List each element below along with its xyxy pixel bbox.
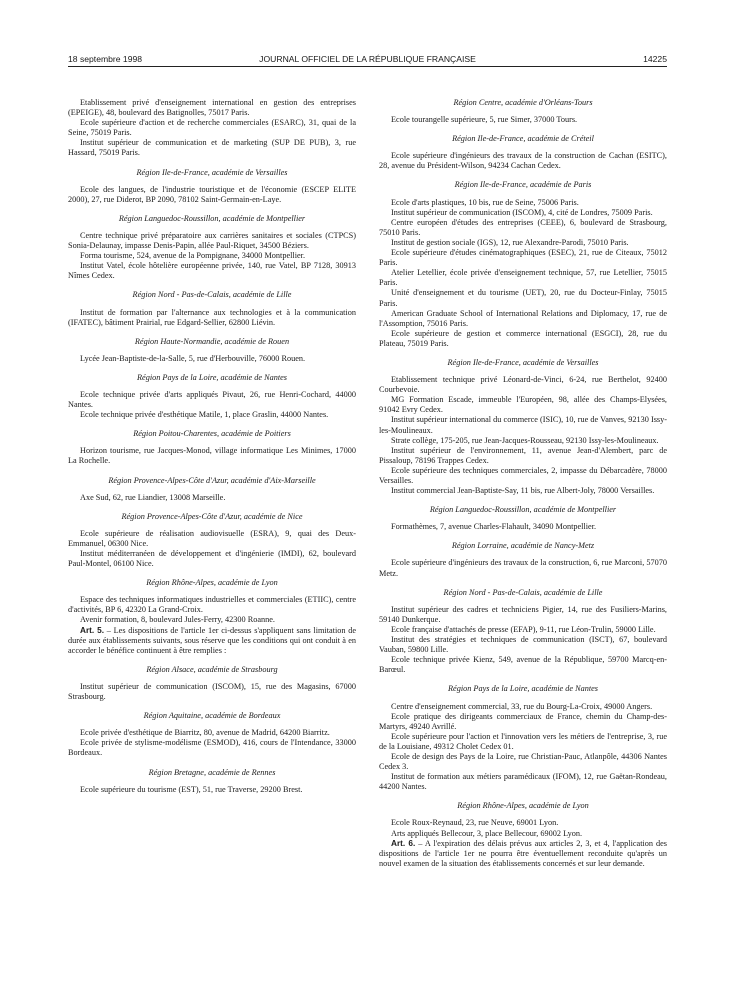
entry-paragraph: Strate collège, 175-205, rue Jean-Jacques-Rousseau, 92130 Issy-les-Moulineaux. bbox=[391, 435, 659, 445]
entry-paragraph: Ecole supérieure d'études cinématographiques (ESEC), 21, rue de Citeaux, 75012 Paris. bbox=[379, 248, 667, 268]
section-heading: Région Ile-de-France, académie de Paris bbox=[454, 180, 592, 190]
entry-paragraph: Ecole supérieure du tourisme (EST), 51, rue Traverse, 29200 Brest. bbox=[80, 784, 303, 794]
section-heading: Région Alsace, académie de Strasbourg bbox=[146, 664, 278, 674]
entry-paragraph: Espace des techniques informatiques industrielles et commerciales (ETIIC), centre d'activités, BP 6, 42320 La Grand-Croix. bbox=[68, 595, 356, 615]
section-heading: Région Rhône-Alpes, académie de Lyon bbox=[146, 578, 278, 588]
entry-paragraph: Ecole des langues, de l'industrie touristique et de l'économie (ESCEP ELITE 2000), 27, rue Diderot, BP 2090, 78102 Saint-Germain-en-Laye. bbox=[68, 184, 356, 204]
entry-paragraph: Institut supérieur de l'environnement, 11, avenue Jean-d'Alembert, parc de Pissaloup, 78196 Trappes Cedex. bbox=[379, 445, 667, 465]
entry-paragraph: MG Formation Escade, immeuble l'Européen, 98, allée des Champs-Elysées, 91042 Evry Cedex. bbox=[379, 395, 667, 415]
article-paragraph bbox=[379, 839, 667, 869]
entry-paragraph: Institut de formation par l'alternance aux technologies et à la communication (IFATEC), bâtiment Prairial, rue Edgard-Sellier, 62800 Liévin. bbox=[68, 307, 356, 327]
section-heading: Région Poitou-Charentes, académie de Poitiers bbox=[133, 429, 291, 439]
section-heading: Région Haute-Normandie, académie de Rouen bbox=[134, 336, 290, 346]
section-heading: Région Rhône-Alpes, académie de Lyon bbox=[457, 801, 589, 811]
entry-paragraph: Ecole Roux-Reynaud, 23, rue Neuve, 69001 Lyon. bbox=[391, 818, 559, 828]
entry-paragraph: American Graduate School of International Relations and Diplomacy, 17, rue de l'Assomption, 75016 Paris. bbox=[379, 308, 667, 328]
header-page-number: 14225 bbox=[643, 54, 667, 64]
entry-paragraph: Ecole privée d'esthétique de Biarritz, 80, avenue de Madrid, 64200 Biarritz. bbox=[80, 728, 330, 738]
entry-paragraph: Institut supérieur international du commerce (ISIC), 10, rue de Vanves, 92130 Issy-les-Moulineaux. bbox=[379, 415, 667, 435]
entry-paragraph: Atelier Letellier, école privée d'enseignement technique, 57, rue Letellier, 75015 Paris. bbox=[379, 268, 667, 288]
entry-paragraph: Ecole technique privée d'esthétique Matile, 1, place Graslin, 44000 Nantes. bbox=[80, 410, 329, 420]
header-journal-title: JOURNAL OFFICIEL DE LA RÉPUBLIQUE FRANÇAISE bbox=[259, 54, 476, 64]
entry-paragraph: Formathèmes, 7, avenue Charles-Flahault, 34090 Montpellier. bbox=[391, 522, 597, 532]
entry-paragraph: Axe Sud, 62, rue Liandier, 13008 Marseille. bbox=[80, 492, 226, 502]
article-text: – A l'expiration des délais prévus aux articles 2, 3, et 4, l'application des dispositions de l'article 1er ne pourra être éventuellement reconduite qu'après un nouvel examen de la situation des établissements concernés et sur leur demande. bbox=[379, 838, 667, 868]
entry-paragraph: Ecole d'arts plastiques, 10 bis, rue de Seine, 75006 Paris. bbox=[391, 197, 579, 207]
section-heading: Région Ile-de-France, académie de Versailles bbox=[447, 357, 599, 367]
article-text: – Les dispositions de l'article 1er ci-dessus s'appliquent sans limitation de durée aux établissements suivants, sous réserve que les conditions qui ont conduit à en accorder le bénéfice continuent à être remplies : bbox=[68, 625, 356, 655]
right-column bbox=[379, 98, 667, 869]
entry-paragraph: Ecole supérieure pour l'action et l'innovation vers les métiers de l'entreprise, 3, rue de la Louisiane, 49312 Cholet Cedex 01. bbox=[379, 731, 667, 751]
entry-paragraph: Institut supérieur de communication et de marketing (SUP DE PUB), 3, rue Hassard, 75019 Paris. bbox=[68, 138, 356, 158]
entry-paragraph: Institut de gestion sociale (IGS), 12, rue Alexandre-Parodi, 75010 Paris. bbox=[391, 237, 629, 247]
article-label: Art. 5. bbox=[80, 625, 105, 635]
section-heading: Région Ile-de-France, académie de Versailles bbox=[136, 167, 288, 177]
section-heading: Région Bretagne, académie de Rennes bbox=[148, 767, 276, 777]
section-heading: Région Nord - Pas-de-Calais, académie de Lille bbox=[443, 587, 603, 597]
header-rule bbox=[68, 66, 667, 67]
entry-paragraph: Ecole privée de stylisme-modélisme (ESMOD), 416, cours de l'Intendance, 33000 Bordeaux. bbox=[68, 738, 356, 758]
entry-paragraph: Ecole supérieure des techniques commerciales, 2, impasse du Débarcadère, 78000 Versailles. bbox=[379, 465, 667, 485]
section-heading: Région Aquitaine, académie de Bordeaux bbox=[143, 711, 281, 721]
entry-paragraph: Institut méditerranéen de développement et d'ingénierie (IMDI), 62, boulevard Paul-Montel, 06100 Nice. bbox=[68, 549, 356, 569]
entry-paragraph: Lycée Jean-Baptiste-de-la-Salle, 5, rue d'Herbouville, 76000 Rouen. bbox=[80, 353, 306, 363]
section-heading: Région Languedoc-Roussillon, académie de Montpellier bbox=[118, 213, 306, 223]
entry-paragraph: Etablissement privé d'enseignement international en gestion des entreprises (EPEIGE), 48, boulevard des Batignolles, 75017 Paris. bbox=[68, 98, 356, 118]
entry-paragraph: Institut supérieur des cadres et techniciens Pigier, 14, rue des Fusiliers-Marins, 59140 Dunkerque. bbox=[379, 604, 667, 624]
entry-paragraph: Etablissement technique privé Léonard-de-Vinci, 6-24, rue Berthelot, 92400 Courbevoie. bbox=[379, 375, 667, 395]
entry-paragraph: Ecole supérieure de gestion et commerce international (ESGCI), 28, rue du Plateau, 75019 Paris. bbox=[379, 328, 667, 348]
section-heading: Région Pays de la Loire, académie de Nantes bbox=[137, 372, 287, 382]
entry-paragraph: Forma tourisme, 524, avenue de la Pompignane, 34000 Montpellier. bbox=[80, 251, 306, 261]
entry-paragraph: Institut Vatel, école hôtelière européenne privée, 140, rue Vatel, BP 7128, 30913 Nîmes Cedex. bbox=[68, 261, 356, 281]
entry-paragraph: Ecole supérieure de réalisation audiovisuelle (ESRA), 9, quai des Deux-Emmanuel, 06300 Nice. bbox=[68, 528, 356, 548]
entry-paragraph: Arts appliqués Bellecour, 3, place Bellecour, 69002 Lyon. bbox=[391, 828, 583, 838]
entry-paragraph: Unité d'enseignement et du tourisme (UET), 20, rue du Docteur-Finlay, 75015 Paris. bbox=[379, 288, 667, 308]
article-label: Art. 6. bbox=[391, 838, 416, 848]
header-date: 18 septembre 1998 bbox=[68, 54, 143, 64]
section-heading: Région Lorraine, académie de Nancy-Metz bbox=[451, 541, 595, 551]
article-paragraph bbox=[68, 626, 356, 656]
section-heading: Région Provence-Alpes-Côte d'Azur, académie d'Aix-Marseille bbox=[108, 475, 316, 485]
entry-paragraph: Centre technique privé préparatoire aux carrières sanitaires et sociales (CTPCS) Sonia-Delaunay, impasse Denis-Papin, allée Paul-Riquet, 34500 Béziers. bbox=[68, 230, 356, 251]
entry-paragraph: Ecole supérieure d'ingénieurs des travaux de la construction de Cachan (ESITC), 28, avenue du Président-Wilson, 94234 Cachan Cedex. bbox=[379, 151, 667, 171]
entry-paragraph: Avenir formation, 8, boulevard Jules-Ferry, 42300 Roanne. bbox=[80, 615, 275, 625]
section-heading: Région Ile-de-France, académie de Créteil bbox=[452, 134, 594, 144]
entry-paragraph: Ecole technique privée Kienz, 549, avenue de la République, 59700 Marcq-en-Barœul. bbox=[379, 655, 667, 675]
section-heading: Région Nord - Pas-de-Calais, académie de Lille bbox=[132, 290, 292, 300]
section-heading: Région Centre, académie d'Orléans-Tours bbox=[453, 98, 593, 107]
entry-paragraph: Ecole supérieure d'ingénieurs des travaux de la construction, 6, rue Marconi, 57070 Metz. bbox=[379, 558, 667, 578]
entry-paragraph: Ecole technique privée d'arts appliqués Pivaut, 26, rue Henri-Cochard, 44000 Nantes. bbox=[68, 389, 356, 410]
entry-paragraph: Centre européen d'études des entreprises (CEEE), 6, boulevard de Strasbourg, 75010 Paris. bbox=[379, 217, 667, 237]
section-heading: Région Languedoc-Roussillon, académie de Montpellier bbox=[429, 505, 617, 515]
entry-paragraph: Ecole supérieure d'action et de recherche commerciales (ESARC), 31, quai de la Seine, 75019 Paris. bbox=[68, 118, 356, 138]
entry-paragraph: Institut supérieur de communication (ISCOM), 15, rue des Magasins, 67000 Strasbourg. bbox=[68, 681, 356, 702]
entry-paragraph: Centre d'enseignement commercial, 33, rue du Bourg-La-Croix, 49000 Angers. bbox=[391, 701, 653, 711]
entry-paragraph: Institut commercial Jean-Baptiste-Say, 11 bis, rue Albert-Joly, 78000 Versailles. bbox=[391, 486, 655, 496]
entry-paragraph: Horizon tourisme, rue Jacques-Monod, village informatique Les Minimes, 17000 La Rochelle. bbox=[68, 446, 356, 466]
entry-paragraph: Ecole tourangelle supérieure, 5, rue Simer, 37000 Tours. bbox=[391, 115, 578, 125]
entry-paragraph: Institut de formation aux métiers paramédicaux (IFOM), 12, rue Gaëtan-Rondeau, 44200 Nantes. bbox=[379, 772, 667, 792]
left-column bbox=[68, 98, 356, 795]
entry-paragraph: Ecole de design des Pays de la Loire, rue Christian-Pauc, Atlanpôle, 44306 Nantes Cedex 3. bbox=[379, 751, 667, 772]
entry-paragraph: Institut supérieur de communication (ISCOM), 4, cité de Londres, 75009 Paris. bbox=[391, 207, 653, 217]
entry-paragraph: Institut des stratégies et techniques de communication (ISCT), 67, boulevard Vauban, 59800 Lille. bbox=[379, 635, 667, 655]
entry-paragraph: Ecole pratique des dirigeants commerciaux de France, chemin du Champ-des-Martyrs, 49240 Avrillé. bbox=[379, 711, 667, 731]
section-heading: Région Pays de la Loire, académie de Nantes bbox=[448, 684, 598, 694]
entry-paragraph: Ecole française d'attachés de presse (EFAP), 9-11, rue Léon-Trulin, 59000 Lille. bbox=[391, 624, 656, 634]
section-heading: Région Provence-Alpes-Côte d'Azur, académie de Nice bbox=[121, 511, 303, 521]
